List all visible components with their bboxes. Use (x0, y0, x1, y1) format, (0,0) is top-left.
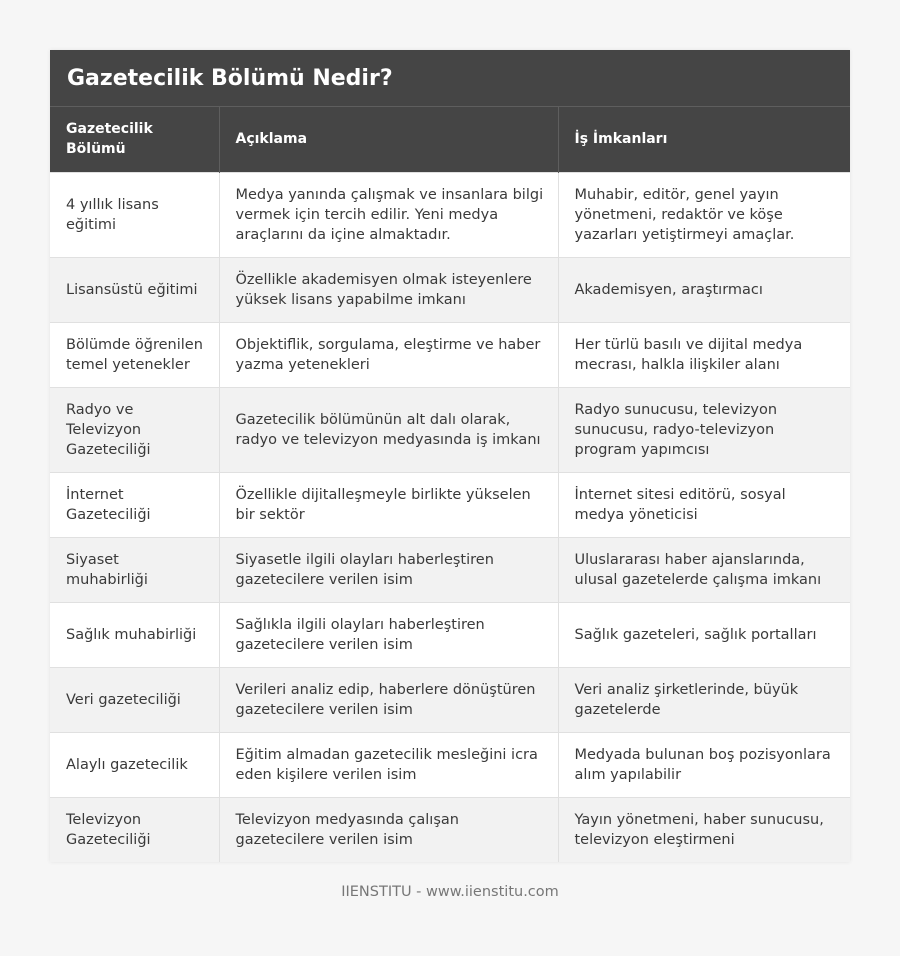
table-row (50, 387, 850, 472)
cell-jobs: Yayın yönetmeni, haber sunucusu, televizyon eleştirmeni (558, 797, 850, 862)
table-row (50, 797, 850, 862)
cell-jobs: Muhabir, editör, genel yayın yönetmeni, redaktör ve köşe yazarları yetiştirmeyi amaçlar. (558, 172, 850, 257)
cell-section: Veri gazeteciliği (50, 667, 219, 732)
cell-jobs: Veri analiz şirketlerinde, büyük gazetelerde (558, 667, 850, 732)
cell-description: Gazetecilik bölümünün alt dalı olarak, radyo ve televizyon medyasında iş imkanı (219, 387, 558, 472)
cell-section: Alaylı gazetecilik (50, 732, 219, 797)
cell-description: Sağlıkla ilgili olayları haberleştiren gazetecilere verilen isim (219, 602, 558, 667)
table-row (50, 257, 850, 322)
cell-jobs: Uluslararası haber ajanslarında, ulusal gazetelerde çalışma imkanı (558, 537, 850, 602)
table-row (50, 472, 850, 537)
cell-jobs: İnternet sitesi editörü, sosyal medya yöneticisi (558, 472, 850, 537)
cell-jobs: Akademisyen, araştırmacı (558, 257, 850, 322)
cell-jobs: Radyo sunucusu, televizyon sunucusu, radyo-televizyon program yapımcısı (558, 387, 850, 472)
cell-description: Özellikle akademisyen olmak isteyenlere yüksek lisans yapabilme imkanı (219, 257, 558, 322)
cell-section: Radyo ve Televizyon Gazeteciliği (50, 387, 219, 472)
cell-description: Televizyon medyasında çalışan gazetecilere verilen isim (219, 797, 558, 862)
table-row (50, 322, 850, 387)
cell-section: Sağlık muhabirliği (50, 602, 219, 667)
table-row (50, 172, 850, 257)
table-row (50, 602, 850, 667)
table-title: Gazetecilik Bölümü Nedir? (50, 50, 850, 107)
cell-jobs: Her türlü basılı ve dijital medya mecrası, halkla ilişkiler alanı (558, 322, 850, 387)
table-header (50, 107, 850, 172)
table-row (50, 732, 850, 797)
cell-jobs: Sağlık gazeteleri, sağlık portalları (558, 602, 850, 667)
cell-description: Siyasetle ilgili olayları haberleştiren gazetecilere verilen isim (219, 537, 558, 602)
cell-jobs: Medyada bulunan boş pozisyonlara alım yapılabilir (558, 732, 850, 797)
cell-section: Televizyon Gazeteciliği (50, 797, 219, 862)
cell-description: Medya yanında çalışmak ve insanlara bilgi vermek için tercih edilir. Yeni medya araçlarını da içine almaktadır. (219, 172, 558, 257)
cell-section: Lisansüstü eğitimi (50, 257, 219, 322)
footer-credit: IIENSTITU - www.iienstitu.com (341, 884, 559, 900)
header-aciklama: Açıklama (219, 107, 558, 172)
cell-description: Objektiflik, sorgulama, eleştirme ve haber yazma yetenekleri (219, 322, 558, 387)
cell-description: Özellikle dijitalleşmeyle birlikte yükselen bir sektör (219, 472, 558, 537)
cell-section: Bölümde öğrenilen temel yetenekler (50, 322, 219, 387)
cell-description: Eğitim almadan gazetecilik mesleğini icra eden kişilere verilen isim (219, 732, 558, 797)
data-table (50, 107, 850, 862)
table-row (50, 537, 850, 602)
header-gazetecilik-bolumu: Gazetecilik Bölümü (50, 107, 219, 172)
table-row (50, 667, 850, 732)
table-card (50, 50, 850, 862)
cell-section: 4 yıllık lisans eğitimi (50, 172, 219, 257)
cell-description: Verileri analiz edip, haberlere dönüştüren gazetecilere verilen isim (219, 667, 558, 732)
cell-section: Siyaset muhabirliği (50, 537, 219, 602)
header-is-imkanlari: İş İmkanları (558, 107, 850, 172)
cell-section: İnternet Gazeteciliği (50, 472, 219, 537)
